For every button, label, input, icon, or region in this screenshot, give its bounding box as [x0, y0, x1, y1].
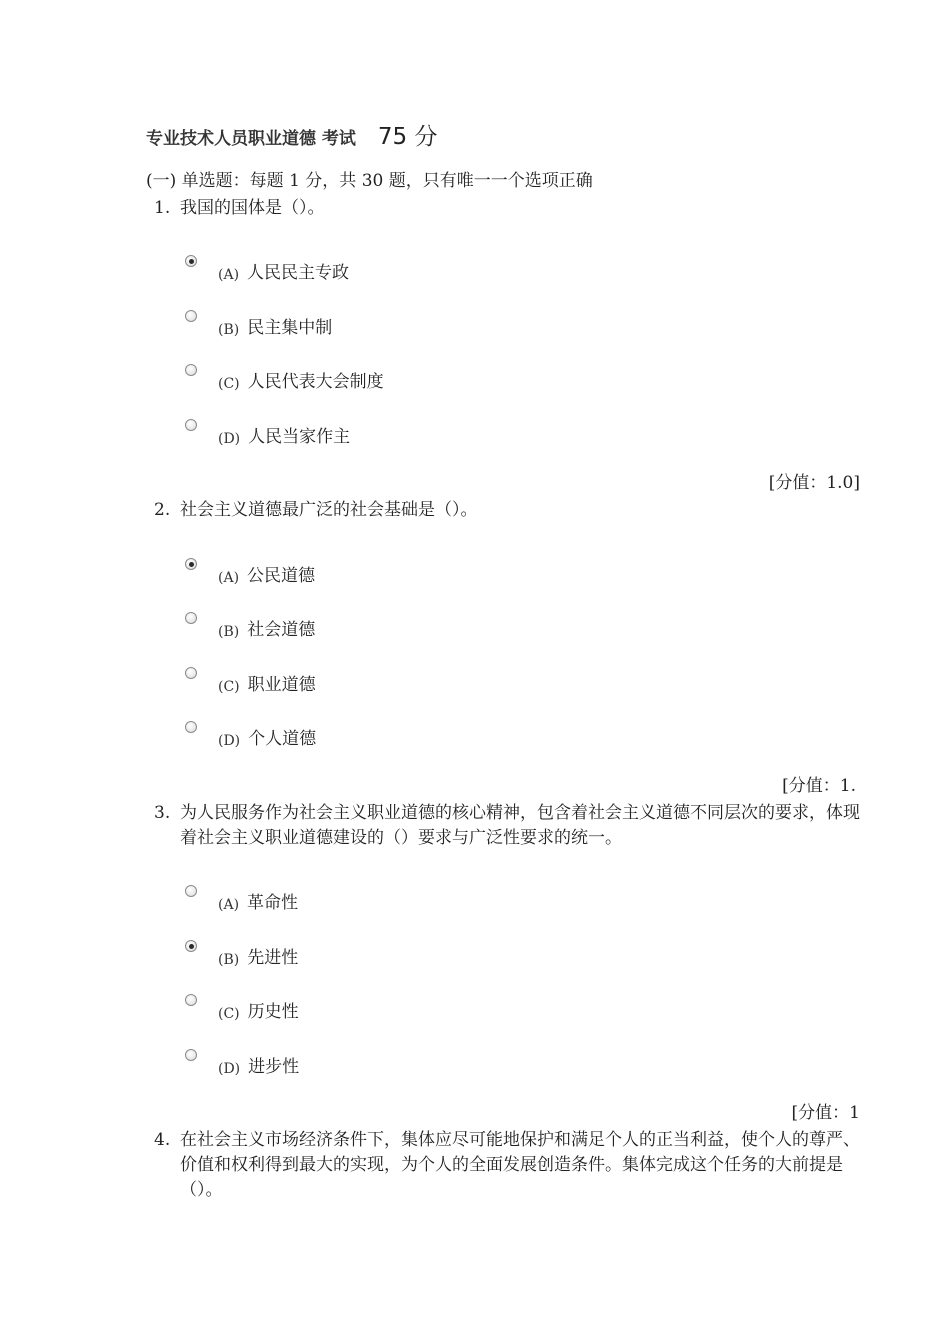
option-letter: (A): [218, 267, 240, 283]
radio-icon[interactable]: [185, 885, 197, 897]
question-4: [154, 1128, 864, 1203]
q2-option-b[interactable]: [185, 612, 315, 642]
radio-icon[interactable]: [185, 667, 197, 679]
option-letter: (C): [218, 679, 240, 695]
q3-option-b[interactable]: [185, 940, 298, 970]
q1-points: [分值：1.0]: [768, 473, 860, 493]
q1-option-d[interactable]: [185, 419, 350, 449]
q2-option-c[interactable]: [185, 667, 316, 697]
q2-option-d[interactable]: [185, 721, 316, 751]
radio-icon[interactable]: [185, 419, 197, 431]
radio-icon[interactable]: [185, 310, 197, 322]
radio-selected-icon[interactable]: [185, 255, 197, 267]
option-text: 公民道德: [247, 565, 316, 586]
option-text: 历史性: [247, 1001, 299, 1022]
question-text: 社会主义道德最广泛的社会基础是（）。: [180, 500, 478, 520]
option-text: 革命性: [247, 892, 299, 913]
radio-icon[interactable]: [185, 994, 197, 1006]
q1-option-c[interactable]: [185, 364, 384, 394]
option-letter: (D): [218, 431, 241, 447]
option-letter: (B): [218, 624, 240, 640]
q3-option-a[interactable]: [185, 885, 298, 915]
q2-points: [分值：1.: [782, 776, 856, 796]
question-number: 4.: [154, 1130, 171, 1150]
option-text: 人民当家作主: [248, 426, 351, 447]
radio-icon[interactable]: [185, 612, 197, 624]
question-text: 为人民服务作为社会主义职业道德的核心精神，包含着社会主义道德不同层次的要求，体现着社会主义职业道德建设的（）要求与广泛性要求的统一。: [180, 803, 860, 848]
question-text: 我国的国体是（）。: [180, 198, 325, 218]
option-letter: (C): [218, 1006, 240, 1022]
option-text: 先进性: [247, 947, 299, 968]
header: [146, 118, 438, 151]
question-number: 3.: [154, 803, 171, 823]
option-text: 职业道德: [247, 674, 316, 695]
option-letter: (A): [218, 570, 240, 586]
option-text: 个人道德: [248, 728, 317, 749]
radio-selected-icon[interactable]: [185, 940, 197, 952]
q1-option-b[interactable]: [185, 310, 332, 340]
option-letter: (B): [218, 322, 240, 338]
option-text: 人民民主专政: [247, 262, 350, 283]
section-heading: (一) 单选题：每题 1 分，共 30 题，只有唯一一个选项正确: [146, 171, 593, 191]
option-letter: (C): [218, 376, 240, 392]
option-letter: (A): [218, 897, 240, 913]
option-letter: (D): [218, 733, 241, 749]
question-text: 在社会主义市场经济条件下，集体应尽可能地保护和满足个人的正当利益，使个人的尊严、价值和权利得到最大的实现，为个人的全面发展创造条件。集体完成这个任务的大前提是（）。: [180, 1130, 860, 1200]
q1-option-a[interactable]: [185, 255, 349, 285]
radio-icon[interactable]: [185, 1049, 197, 1061]
exam-title: 专业技术人员职业道德 考试: [146, 129, 356, 149]
q3-points: [分值：1: [791, 1103, 860, 1123]
question-number: 2.: [154, 500, 171, 520]
radio-icon[interactable]: [185, 721, 197, 733]
question-3: [154, 801, 864, 851]
question-number: 1.: [154, 198, 171, 218]
question-2: [154, 498, 864, 523]
option-text: 人民代表大会制度: [247, 371, 384, 392]
question-1: [154, 196, 864, 221]
option-text: 民主集中制: [247, 317, 333, 338]
option-text: 进步性: [248, 1056, 300, 1077]
q3-option-d[interactable]: [185, 1049, 299, 1079]
option-letter: (D): [218, 1061, 241, 1077]
option-letter: (B): [218, 952, 240, 968]
exam-score: 75 分: [377, 124, 438, 150]
radio-selected-icon[interactable]: [185, 558, 197, 570]
radio-icon[interactable]: [185, 364, 197, 376]
option-text: 社会道德: [247, 619, 316, 640]
q2-option-a[interactable]: [185, 558, 315, 588]
q3-option-c[interactable]: [185, 994, 299, 1024]
